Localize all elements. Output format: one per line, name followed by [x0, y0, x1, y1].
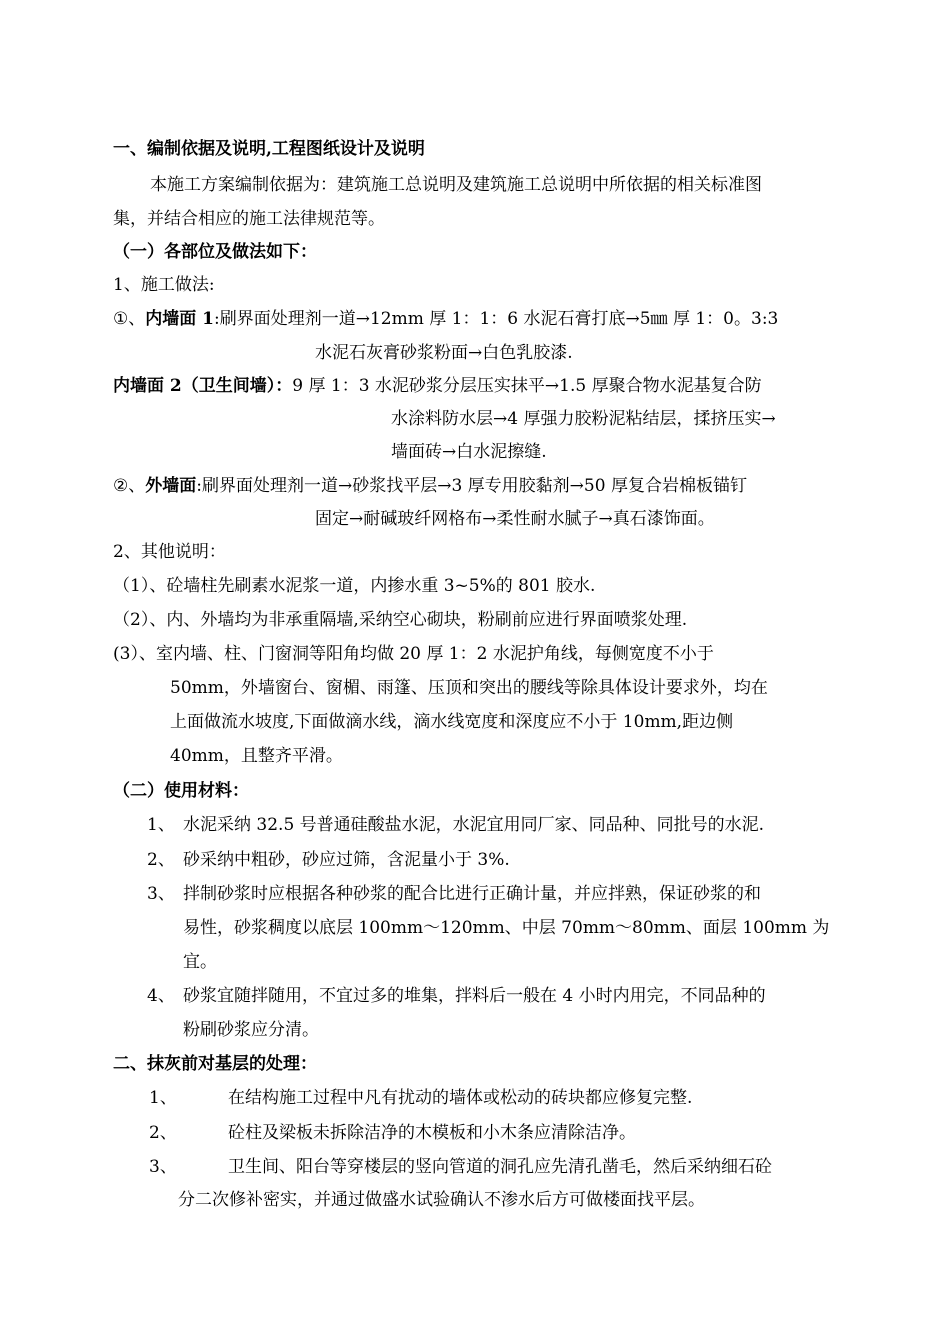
- note-1: （1）、砼墙柱先刷素水泥浆一道，内掺水重 3~5%的 801 胶水.: [113, 576, 596, 596]
- outer-wall-line-1: [113, 474, 747, 498]
- note-3-line-1: (3）、室内墙、柱、门窗洞等阳角均做 20 厚 1：2 水泥护角线，每侧宽度不小于: [113, 644, 714, 664]
- intro-paragraph-line-2: 集，并结合相应的施工法律规范等。: [113, 209, 385, 229]
- inner-wall-1-label: 内墙面 1: [145, 309, 214, 329]
- material-3-line-3: 宜。: [183, 952, 217, 972]
- material-2-number: 2、: [147, 850, 175, 870]
- prep-1-text: 在结构施工过程中凡有扰动的墙体或松动的砖块都应修复完整.: [228, 1088, 693, 1108]
- material-3-number: 3、: [147, 884, 175, 904]
- section-1-heading: 一、编制依据及说明,工程图纸设计及说明: [113, 139, 425, 159]
- inner-wall-2-text: 9 厚 1：3 水泥砂浆分层压实抹平→1.5 厚聚合物水泥基复合防: [292, 376, 762, 396]
- outer-wall-text: :刷界面处理剂一道→砂浆找平层→3 厚专用胶黏剂→50 厚复合岩棉板锚钉: [196, 476, 747, 496]
- material-1-number: 1、: [147, 815, 175, 835]
- note-2: （2）、内、外墙均为非承重隔墙,采纳空心砌块，粉刷前应进行界面喷浆处理.: [113, 610, 688, 630]
- section-2-heading: 二、抹灰前对基层的处理：: [113, 1054, 317, 1074]
- prep-1-number: 1、: [149, 1088, 177, 1108]
- material-3-line-1: 拌制砂浆时应根据各种砂浆的配合比进行正确计量，并应拌熟，保证砂浆的和: [183, 884, 761, 904]
- inner-wall-1-marker: ①、: [113, 309, 146, 329]
- inner-wall-1-text: :刷界面处理剂一道→12mm 厚 1：1：6 水泥石膏打底→5㎜ 厚 1：0。3:3: [214, 309, 779, 329]
- material-1-text: 水泥采纳 32.5 号普通硅酸盐水泥，水泥宜用同厂家、同品种、同批号的水泥.: [183, 815, 765, 835]
- prep-3-number: 3、: [149, 1157, 177, 1177]
- subsection-1-heading: （一）各部位及做法如下：: [113, 242, 317, 262]
- material-2-text: 砂采纳中粗砂，砂应过筛，含泥量小于 3%.: [183, 850, 510, 870]
- inner-wall-2-line-2: 水涂料防水层→4 厚强力胶粉泥粘结层，揉挤压实→: [391, 409, 776, 429]
- material-4-line-1: 砂浆宜随拌随用，不宜过多的堆集，拌料后一般在 4 小时内用完，不同品种的: [183, 986, 766, 1006]
- prep-2-text: 砼柱及梁板未拆除洁净的木模板和小木条应清除洁净。: [228, 1123, 636, 1143]
- outer-wall-marker: ②、: [113, 476, 146, 496]
- prep-2-number: 2、: [149, 1123, 177, 1143]
- item-2-heading: 2、其他说明：: [113, 542, 226, 562]
- inner-wall-1-line-2: 水泥石灰膏砂浆粉面→白色乳胶漆.: [315, 343, 573, 363]
- outer-wall-line-2: 固定→耐碱玻纤网格布→柔性耐水腻子→真石漆饰面。: [315, 509, 715, 529]
- inner-wall-2-line-1: [113, 374, 762, 398]
- note-3-line-3: 上面做流水坡度,下面做滴水线，滴水线宽度和深度应不小于 10mm,距边侧: [170, 712, 734, 732]
- subsection-2-heading: （二）使用材料：: [113, 781, 249, 801]
- prep-3-line-2: 分二次修补密实，并通过做盛水试验确认不渗水后方可做楼面找平层。: [178, 1190, 705, 1210]
- intro-paragraph-line-1: 本施工方案编制依据为：建筑施工总说明及建筑施工总说明中所依据的相关标准图: [150, 175, 762, 195]
- inner-wall-2-label: 内墙面 2（卫生间墙）：: [113, 376, 293, 396]
- note-3-line-4: 40mm，且整齐平滑。: [170, 746, 343, 766]
- item-1-heading: 1、施工做法:: [113, 275, 215, 295]
- prep-3-line-1: 卫生间、阳台等穿楼层的竖向管道的洞孔应先清孔凿毛，然后采纳细石砼: [228, 1157, 772, 1177]
- material-4-number: 4、: [147, 986, 175, 1006]
- inner-wall-2-line-3: 墙面砖→白水泥擦缝.: [391, 442, 547, 462]
- inner-wall-1-line-1: [113, 307, 778, 331]
- material-4-line-2: 粉刷砂浆应分清。: [183, 1020, 319, 1040]
- material-3-line-2: 易性，砂浆稠度以底层 100mm～120mm、中层 70mm～80mm、面层 100mm 为: [183, 918, 830, 938]
- note-3-line-2: 50mm，外墙窗台、窗楣、雨篷、压顶和突出的腰线等除具体设计要求外，均在: [170, 678, 768, 698]
- outer-wall-label: 外墙面: [145, 476, 197, 496]
